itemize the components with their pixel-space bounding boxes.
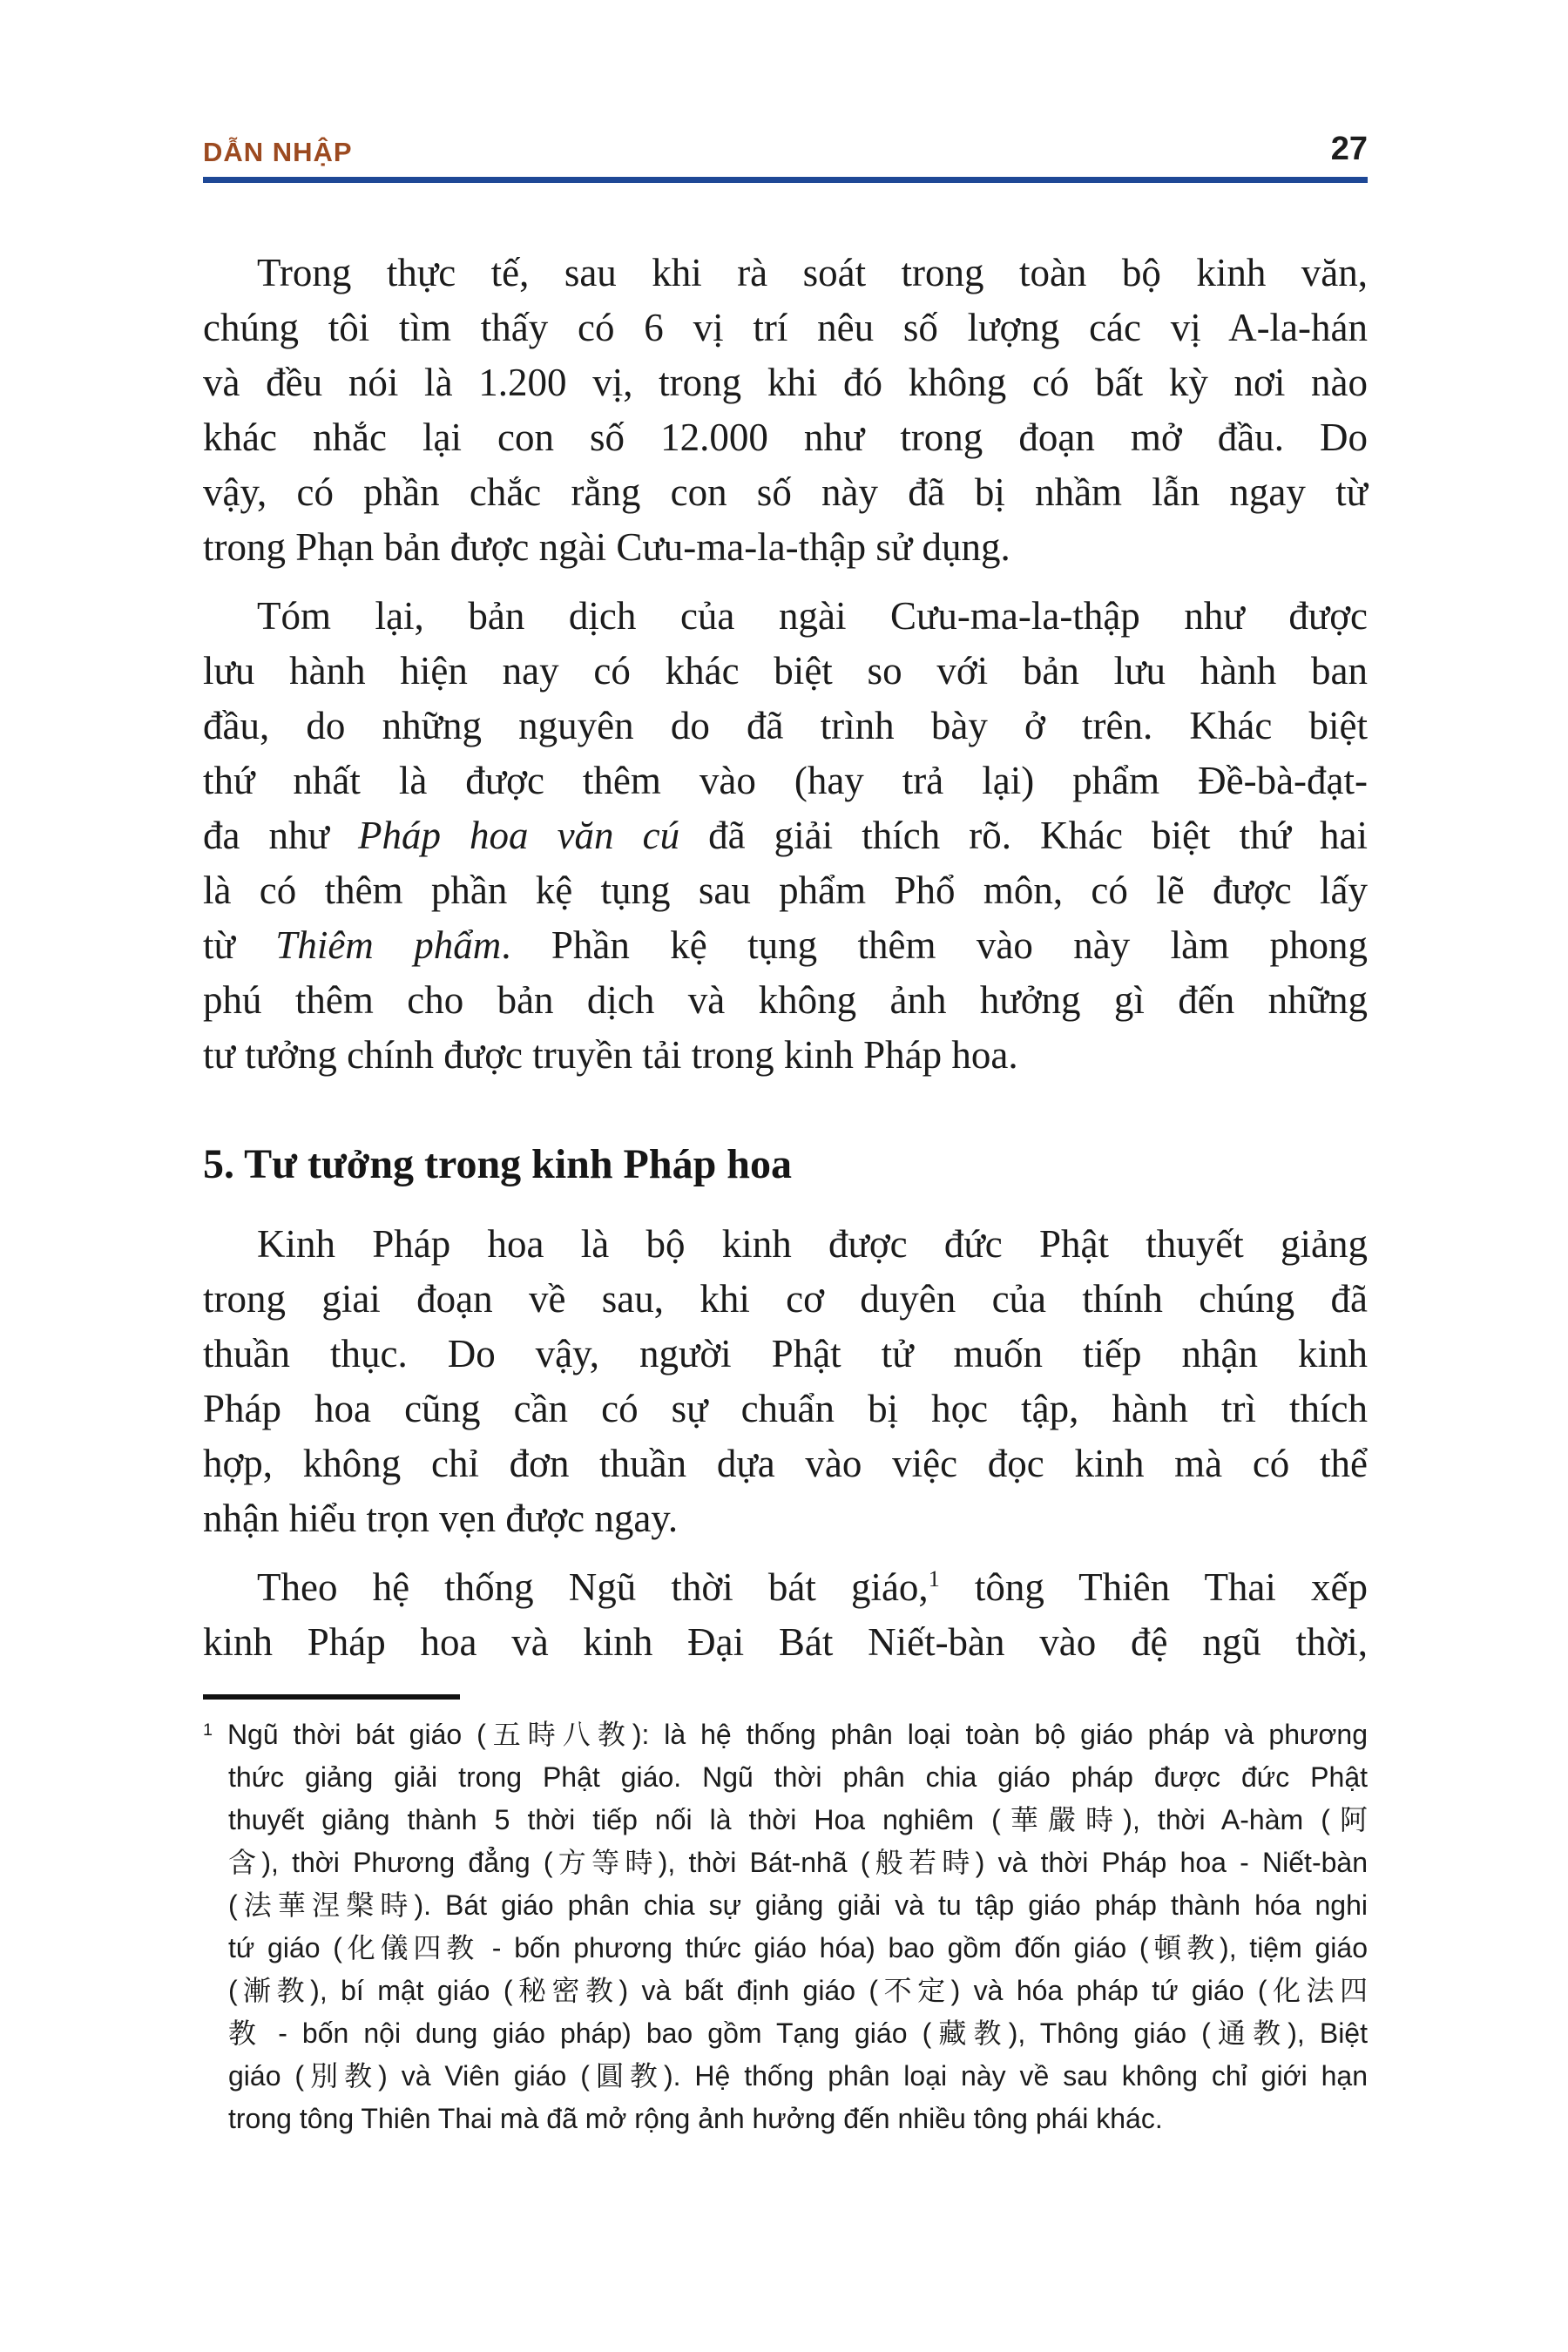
footnote-line: 含), thời Phương đẳng (方等時), thời Bát-nhã (般若時) và thời Pháp hoa - Niết-bàn — [228, 1847, 1368, 1878]
text-line: từ Thiêm phẩm. Phần kệ tụng thêm vào này làm phong — [203, 923, 1368, 967]
text-line: Tóm lại, bản dịch của ngài Cưu-ma-la-thập như được — [257, 594, 1368, 638]
text-line: đầu, do những nguyên do đã trình bày ở trên. Khác biệt — [203, 704, 1368, 747]
text-line: tư tưởng chính được truyền tải trong kinh Pháp hoa. — [203, 1033, 1018, 1077]
footnote-line: (漸教), bí mật giáo (秘密教) và bất định giáo (不定) và hóa pháp tứ giáo (化法四 — [228, 1975, 1368, 2006]
text-line: Theo hệ thống Ngũ thời bát giáo,$^1$ tông Thiên Thai xếp — [257, 1565, 1369, 1609]
footnote-reference: 1 — [928, 1565, 940, 1592]
footnote — [203, 1713, 1368, 2140]
text-line: kinh Pháp hoa và kinh Đại Bát Niết-bàn vào đệ ngũ thời, — [203, 1620, 1368, 1664]
text-line: phú thêm cho bản dịch và không ảnh hưởng gì đến những — [203, 978, 1368, 1022]
header-rule — [203, 177, 1368, 183]
footnote-line: tứ giáo (化儀四教 - bốn phương thức giáo hóa) bao gồm đốn giáo (頓教), tiệm giáo — [228, 1932, 1368, 1963]
paragraph — [203, 1560, 1368, 1670]
footnote-line: thức giảng giải trong Phật giáo. Ngũ thời phân chia giáo pháp được đức Phật — [228, 1761, 1368, 1793]
text-line: Trong thực tế, sau khi rà soát trong toàn bộ kinh văn, — [257, 251, 1368, 294]
italic-run: Pháp hoa văn cú — [357, 814, 680, 857]
page-number: 27 — [1330, 131, 1368, 167]
body-text — [203, 246, 1368, 1670]
text-line: nhận hiểu trọn vẹn được ngay. — [203, 1497, 679, 1540]
footnote-separator — [203, 1694, 460, 1700]
footnote-line: giáo (別教) và Viên giáo (圓教). Hệ thống phân loại này về sau không chỉ giới hạn — [228, 2060, 1368, 2092]
italic-run: Thiêm phẩm — [275, 923, 502, 967]
text-line: và đều nói là 1.200 vị, trong khi đó không có bất kỳ nơi nào — [203, 361, 1368, 404]
text-line: trong Phạn bản được ngài Cưu-ma-la-thập sử dụng. — [203, 525, 1010, 569]
text-line: lưu hành hiện nay có khác biệt so với bản lưu hành ban — [203, 649, 1368, 693]
text-line: là có thêm phần kệ tụng sau phẩm Phổ môn, có lẽ được lấy — [203, 868, 1368, 912]
text-line: Pháp hoa cũng cần có sự chuẩn bị học tập, hành trì thích — [203, 1387, 1368, 1430]
footnote-line: (法華涅槃時). Bát giáo phân chia sự giảng giải và tu tập giáo pháp thành hóa nghi — [228, 1889, 1368, 1921]
text-line: hợp, không chỉ đơn thuần dựa vào việc đọc kinh mà có thể — [203, 1442, 1368, 1485]
paragraph — [203, 1217, 1368, 1546]
footnote-line: trong tông Thiên Thai mà đã mở rộng ảnh hưởng đến nhiều tông phái khác. — [228, 2103, 1163, 2134]
paragraph — [203, 589, 1368, 1083]
text-line: vậy, có phần chắc rằng con số này đã bị nhầm lẫn ngay từ — [203, 470, 1368, 514]
footnote-reference: 1 — [203, 1720, 213, 1740]
running-title: DẪN NHẬP — [203, 137, 353, 167]
text-line: thuần thục. Do vậy, người Phật tử muốn tiếp nhận kinh — [203, 1332, 1368, 1375]
running-header — [203, 131, 1368, 168]
footnote-line: $^1$ Ngũ thời bát giáo (五時八教): là hệ thống phân loại toàn bộ giáo pháp và phương — [203, 1719, 1368, 1750]
text-line: trong giai đoạn về sau, khi cơ duyên của thính chúng đã — [203, 1277, 1368, 1321]
section-heading: 5. Tư tưởng trong kinh Pháp hoa — [203, 1141, 792, 1187]
text-line: khác nhắc lại con số 12.000 như trong đoạn mở đầu. Do — [203, 416, 1368, 459]
text-line: thứ nhất là được thêm vào (hay trả lại) phẩm Đề-bà-đạt- — [203, 759, 1368, 802]
paragraph — [203, 246, 1368, 575]
text-line: Kinh Pháp hoa là bộ kinh được đức Phật thuyết giảng — [257, 1222, 1368, 1266]
text-line: chúng tôi tìm thấy có 6 vị trí nêu số lượng các vị A-la-hán — [203, 306, 1368, 349]
footnote-line: 教 - bốn nội dung giáo pháp) bao gồm Tạng giáo (藏教), Thông giáo (通教), Biệt — [228, 2017, 1368, 2049]
text-line: đa như Pháp hoa văn cú đã giải thích rõ. Khác biệt thứ hai — [203, 814, 1368, 857]
footnote-line: thuyết giảng thành 5 thời tiếp nối là thời Hoa nghiêm (華嚴時), thời A-hàm (阿 — [228, 1804, 1368, 1835]
